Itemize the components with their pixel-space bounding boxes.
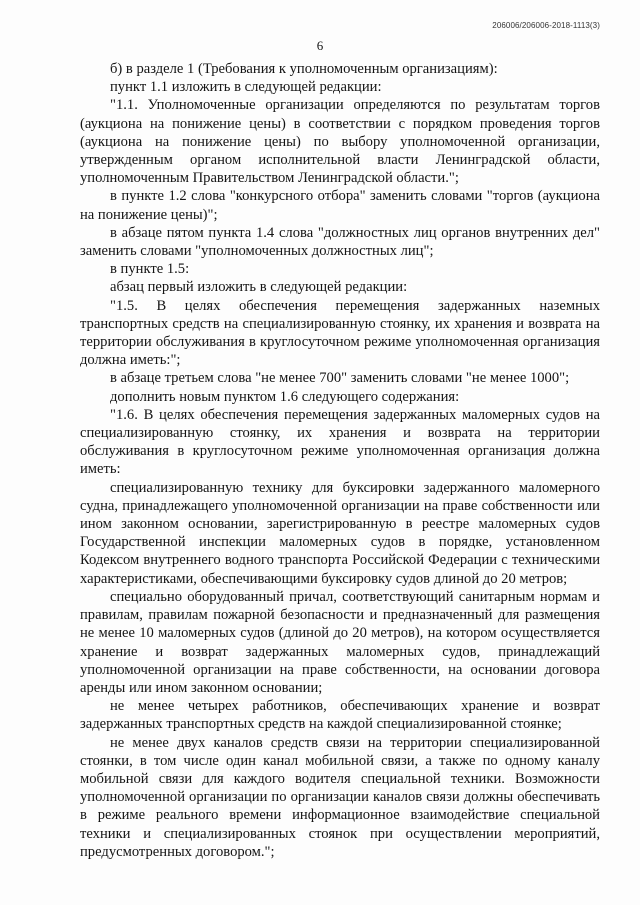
- paragraph-workers: не менее четырех работников, обеспечивающих хранение и возврат задержанных транспортных средств на каждой специализированной стоянке;: [80, 698, 600, 733]
- paragraph-section-b: б) в разделе 1 (Требования к уполномоченным организациям):: [110, 61, 498, 77]
- paragraph-equipped-pier: специально оборудованный причал, соответствующий санитарным нормам и правилам, правилам пожарной безопасности и предназначенный для размещения не менее 10 маломерных судов (длиной до 20 метров), на котором осуществляется хранение и возврат задержанных маломерных судов, принадлежащий уполномоченной организации на праве собственности, на основании договора аренды или ином законном основании;: [80, 588, 600, 696]
- paragraph-item-1-5-third-abzac: в абзаце третьем слова "не менее 700" заменить словами "не менее 1000";: [110, 370, 570, 387]
- paragraph-item-1-1-intro: пункт 1.1 изложить в следующей редакции:: [110, 79, 382, 96]
- paragraph-item-1-5-first-abzac: абзац первый изложить в следующей редакции:: [110, 279, 408, 296]
- page-number: 6: [316, 38, 324, 53]
- paragraph-item-1-2: в пункте 1.2 слова "конкурсного отбора" заменить словами "торгов (аукциона на понижение цены)";: [80, 188, 600, 223]
- document-code: 206006/206006-2018-1113(3): [492, 21, 600, 30]
- document-body: [80, 60, 600, 861]
- paragraph-towing-equipment: специализированную технику для буксировки задержанного маломерного судна, принадлежащего уполномоченной организации на праве собственности или ином законном основании, зарегистрированную в реестре маломерных судов Государственной инспекции маломерных судов в порядке, установленном Кодексом внутреннего водного транспорта Российской Федерации с техническими характеристиками, обеспечивающими буксировку судов длиной до 20 метров;: [80, 479, 600, 587]
- paragraph-item-1-1-text: "1.1. Уполномоченные организации определяются по результатам торгов (аукциона на понижение цены) в соответствии с порядком проведения торгов (аукциона на понижение цены) по выбору уполномоченной организации, утвержденным органом исполнительной власти Ленинградской области, уполномоченным Правительством Ленинградской области.";: [80, 97, 600, 187]
- paragraph-item-1-5-intro: в пункте 1.5:: [110, 261, 190, 278]
- paragraph-item-1-4: в абзаце пятом пункта 1.4 слова "должностных лиц органов внутренних дел" заменить словами "уполномоченных должностных лиц";: [80, 224, 600, 260]
- paragraph-item-1-5-text: "1.5. В целях обеспечения перемещения задержанных наземных транспортных средств на специализированную стоянку, их хранения и возврата на территории обслуживания в круглосуточном режиме уполномоченная организация должна иметь:";: [80, 297, 600, 369]
- paragraph-communication-channels: не менее двух каналов средств связи на территории специализированной стоянки, в том числе один канал мобильной связи, а также по одному каналу мобильной связи для каждого водителя специальной техники. Возможности уполномоченной организации по организации каналов связи должны обеспечивать в режиме реального времени информационное взаимодействие специальной техники и специализированных стоянок при осуществлении мероприятий, предусмотренных договором.";: [80, 734, 600, 860]
- paragraph-item-1-6-text: "1.6. В целях обеспечения перемещения задержанных маломерных судов на специализированную стоянку, их хранения и возврата на территории обслуживания в круглосуточном режиме уполномоченная организация должна иметь:: [80, 406, 600, 478]
- paragraph-item-1-6-intro: дополнить новым пунктом 1.6 следующего содержания:: [110, 388, 460, 405]
